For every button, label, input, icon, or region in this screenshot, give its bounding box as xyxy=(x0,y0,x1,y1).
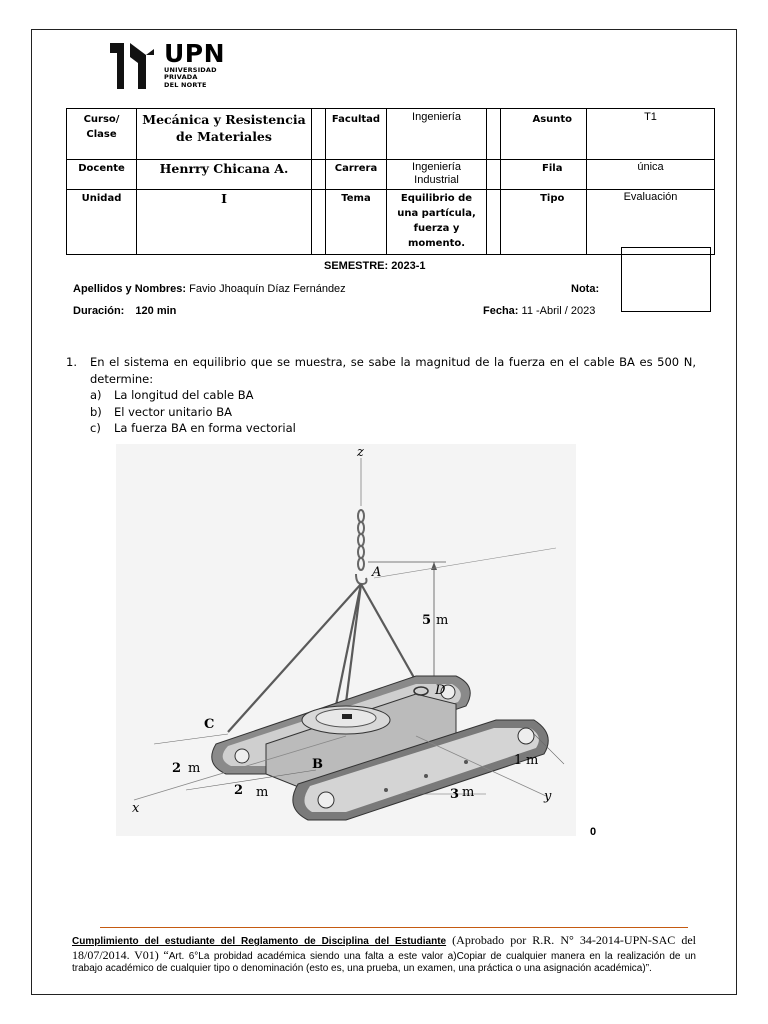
label-d: D xyxy=(435,683,446,698)
asunto-value: T1 xyxy=(587,109,715,160)
duracion-row xyxy=(73,305,176,317)
carrera-value: Ingeniería Industrial xyxy=(387,160,487,190)
option-a xyxy=(90,387,696,404)
apellidos-label: Apellidos y Nombres: xyxy=(73,283,187,295)
facultad-label: Facultad xyxy=(326,109,387,160)
asunto-label: Asunto xyxy=(519,109,587,160)
question-number: 1. xyxy=(66,355,77,369)
logo-line3: DEL NORTE xyxy=(164,80,207,89)
label-5: 5 xyxy=(422,613,432,628)
label-2a: 2 xyxy=(172,761,182,776)
tema-label: Tema xyxy=(326,190,387,255)
spacer-cell xyxy=(312,160,326,190)
label-3-m: m xyxy=(462,785,475,800)
fila-label: Fila xyxy=(519,160,587,190)
docente-label: Docente xyxy=(67,160,137,190)
duracion-value: 120 min xyxy=(135,305,177,317)
label-3: 3 xyxy=(450,787,460,802)
label-c: C xyxy=(204,717,215,732)
semestre-title: SEMESTRE: 2023-1 xyxy=(324,260,426,272)
option-key: a) xyxy=(90,388,102,402)
spacer-cell xyxy=(312,109,326,160)
fila-value: única xyxy=(587,160,715,190)
tema-value: Equilibrio de una partícula, fuerza y momento. xyxy=(387,190,487,255)
footer-approval: (Aprobado por R.R. N° 34-2014-UPN-SAC del 18/07/2014. V01) “ xyxy=(72,933,696,962)
question-options xyxy=(90,387,696,437)
spacer-cell xyxy=(487,160,501,190)
footer-text xyxy=(72,934,696,976)
curso-value: Mecánica y Resistencia de Materiales xyxy=(137,109,312,160)
nota-box xyxy=(621,247,711,312)
unidad-value: I xyxy=(137,190,312,255)
fecha-label: Fecha: xyxy=(483,305,519,317)
spacer-cell xyxy=(312,190,326,255)
unidad-label: Unidad xyxy=(67,190,137,255)
logo-line2: PRIVADA xyxy=(164,73,198,82)
logo-text xyxy=(164,40,225,89)
option-text: La fuerza BA en forma vectorial xyxy=(114,421,296,435)
footer-title: Cumplimiento del estudiante del Reglamento de Disciplina del Estudiante xyxy=(72,936,447,947)
duracion-label: Duración: xyxy=(73,305,125,317)
tipo-value: Evaluación xyxy=(587,190,715,255)
question-text: En el sistema en equilibrio que se muestra, se sabe la magnitud de la fuerza en el cable BA es 500 N, determine: xyxy=(90,355,696,386)
label-2b: 2 xyxy=(234,783,244,798)
carrera-label: Carrera xyxy=(326,160,387,190)
spacer-cell xyxy=(487,109,501,160)
tractor-diagram xyxy=(116,444,576,836)
label-1: 1 xyxy=(514,753,523,768)
option-b xyxy=(90,404,696,421)
label-2a-m: m xyxy=(188,761,201,776)
tipo-label: Tipo xyxy=(519,190,587,255)
logo-name: UPN xyxy=(164,39,226,68)
label-a: A xyxy=(372,565,382,580)
option-c xyxy=(90,420,696,437)
spacer-cell xyxy=(487,190,501,255)
spacer-cell xyxy=(501,109,519,160)
course-info-table xyxy=(66,108,715,255)
nota-label: Nota: xyxy=(571,283,600,295)
label-5-m: m xyxy=(436,613,449,628)
spacer-cell xyxy=(501,160,519,190)
fecha-row xyxy=(483,305,595,317)
label-z: z xyxy=(357,445,364,460)
curso-label: Curso/ Clase xyxy=(67,109,137,160)
facultad-value: Ingeniería xyxy=(387,109,487,160)
fecha-value: 11 -Abril / 2023 xyxy=(521,305,596,317)
label-b: B xyxy=(312,757,323,772)
label-1-m: m xyxy=(526,753,539,768)
option-text: El vector unitario BA xyxy=(114,404,232,419)
question-1 xyxy=(66,354,696,437)
logo-line1: UNIVERSIDAD xyxy=(164,66,217,74)
apellidos-row xyxy=(73,283,346,295)
label-y: y xyxy=(544,789,552,804)
apellidos-value: Favio Jhoaquín Díaz Fernández xyxy=(189,283,346,295)
option-key: b) xyxy=(90,404,102,419)
footer-divider xyxy=(100,927,688,928)
option-key: c) xyxy=(90,421,101,435)
label-x: x xyxy=(132,801,140,816)
label-2b-m: m xyxy=(256,785,269,800)
option-text: La longitud del cable BA xyxy=(114,388,254,402)
spacer-cell xyxy=(501,190,519,255)
docente-value: Henrry Chicana A. xyxy=(137,160,312,190)
score-mark: 0 xyxy=(590,826,597,838)
footer-body: Art. 6°La probidad académica siendo una falta a este valor a)Copiar de cualquier manera en la realización de un trabajo académico de cualquier tipo o denominación (esto es, una prueba, un examen, una práctica o una asignación académica)”. xyxy=(72,950,696,974)
